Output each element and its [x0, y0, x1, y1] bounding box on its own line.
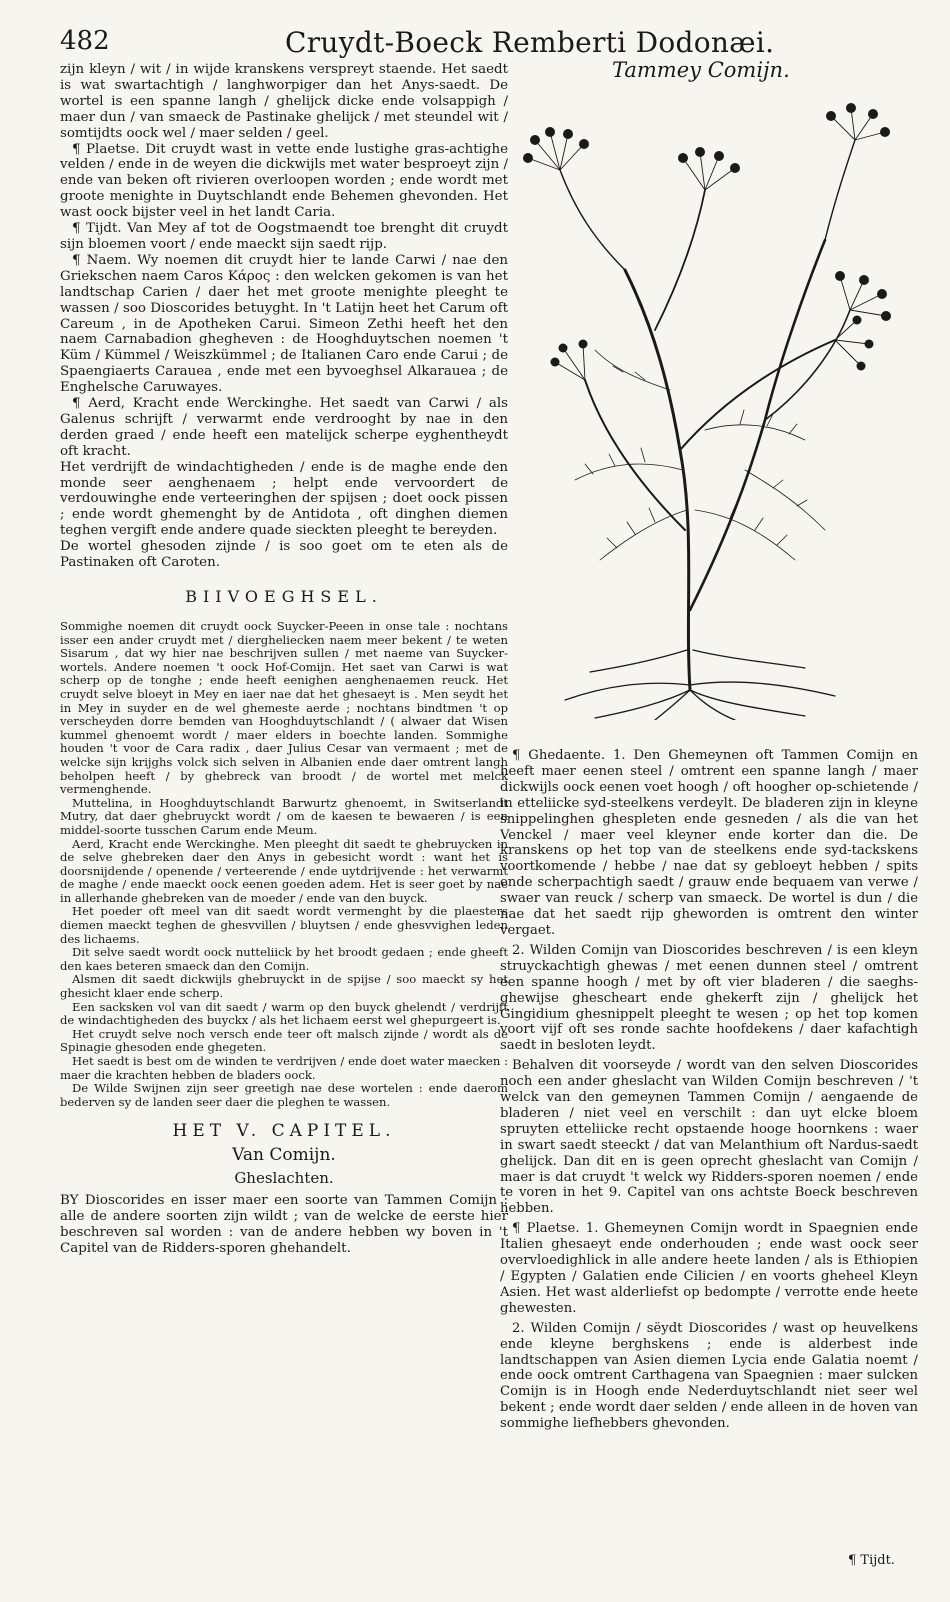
bijvoeghsel-paragraph: Een sacksken vol van dit saedt / warm op den buyck ghelendt / verdrijft de windachtigheden des buyckx / als het lichaem eerst wel ghepurgeert is.	[60, 999, 508, 1028]
chapter-subtitle: Gheslachten.	[234, 1169, 334, 1188]
paragraph-wilden-comijn: 2. Wilden Comijn van Dioscorides beschreven / is een kleyn struyckachtigh ghewas / met eenen dunnen steel / omtrent een spanne hoogh / met by oft vier bladeren / die saeghs-ghewijse ghescheart ende ghekerft zijn / ghelijck het Gingidium ghesnippelt pleeght te wesen ; op het top komen voort vijf oft ses ronde sachte hoofdekens / daer kafachtigh saedt in besloten leydt.	[500, 942, 918, 1054]
paragraph-behalven: Behalven dit voorseyde / wordt van den selven Dioscorides noch een ander gheslacht van Wilden Comijn beschreven / 't welck van den gemeynen Tammen Comijn / aengaende de bladeren / niet veel en verschilt : dan uyt elcke bloem spruyten etteliicke recht opstaende hooge hoornkens : waer in swart saedt steeckt / dat van Melanthium oft Nardus-saedt ghelijck. Dan dit en is geen oprecht gheslacht van Comijn / maer is dat cruydt 't welck wy Ridders-sporen noemen / ende te voren in het 9. Capitel van ons achtste Boeck beschreven hebben.	[500, 1058, 918, 1217]
catchword: ¶ Tijdt.	[848, 1553, 895, 1568]
figure-title: Tammey Comijn.	[612, 58, 790, 82]
bijvoeghsel-paragraph: Muttelina, in Hooghduytschlandt Barwurtz ghenoemt, in Switserlandt Mutry, dat daer ghebruyckt wordt / om de kaesen te bewaeren / is een middel-soorte tusschen Carum ende Meum.	[60, 795, 508, 837]
bijvoeghsel-paragraph: De Wilde Swijnen zijn seer greetigh nae dese wortelen : ende daerom bederven sy de landen seer daer die pleghen te wassen.	[60, 1081, 508, 1109]
paragraph-verdrijft: Het verdrijft de windachtigheden / ende is de maghe ende den monde seer aenghenaem ; helpt ende vervoordert de verdouwinghe ende verteeringhen der spijsen ; doet oock pissen ; ende wordt ghemenght by de Antidota , oft dinghen diemen teghen vergift ende andere quade sieckten pleeght te bereyden.	[60, 459, 508, 539]
paragraph-tijdt: ¶ Tijdt. Van Mey af tot de Oogstmaendt toe brenght dit cruydt sijn bloemen voort / ende maeckt sijn saedt rijp.	[60, 221, 508, 252]
chapter-title: Van Comijn.	[232, 1145, 336, 1166]
bijvoeghsel-paragraph: Het cruydt selve noch versch ende teer oft malsch zijnde / wordt als de Spinagie ghesoden ende ghegeten.	[60, 1026, 508, 1055]
paragraph-wortel: De wortel ghesoden zijnde / is soo goet om te eten als de Pastinaken oft Caroten.	[60, 539, 508, 571]
bijvoeghsel-heading: BIIVOEGHSEL.	[185, 587, 383, 606]
page-header	[60, 22, 920, 58]
paragraph-plaetse: ¶ Plaetse. Dit cruydt wast in vette ende lustighe gras-achtighe velden / ende in de weyen die dickwijls met water besproeyt zijn / ende van beken oft rivieren overloopen worden ; ende wordt met groote menighte in Duytschlandt ende Behemen ghevonden. Het wast oock bijster veel in het landt Caria.	[60, 141, 508, 221]
chapter-paragraph: BY Dioscorides en isser maer een soorte van Tammen Comijn : alle de andere soorten zijn wildt ; van de welcke de eerste hier beschreven sal worden : van de andere hebben wy boven in 't Capitel van de Ridders-sporen ghehandelt.	[60, 1193, 508, 1257]
bijvoeghsel-paragraph: Aerd, Kracht ende Werckinghe. Men pleeght dit saedt te ghebruycken in de selve ghebreken daer den Anys in gebesicht wordt : want het is doorsnijdende / openende / verteerende / ende uytdrijvende : het verwarmt de maghe / ende maeckt oock eenen goeden adem. Het is seer goet by nae in allerhande ghebreken van de moeder / ende van den buyck.	[60, 836, 508, 905]
bijvoeghsel-paragraph: Alsmen dit saedt dickwijls ghebruyckt in de spijse / soo maeckt sy het ghesicht klaer ende scherp.	[60, 972, 508, 1001]
paragraph-wilden-comijn-plaetse: 2. Wilden Comijn / sëydt Dioscorides / wast op heuvelkens ende kleyne berghskens ; ende is alderbest inde landtschappen van Asien diemen Lycia ende Galatia noemt / ende oock omtrent Carthagena van Spaegnien : maer sulcken Comijn is in Hoogh ende Nederduytschlandt niet seer wel bekent ; ende wordt daer selden / ende alleen in de hoven van sommighe liefhebbers ghevonden.	[500, 1320, 918, 1432]
paragraph-aerd: ¶ Aerd, Kracht ende Werckinghe. Het saedt van Carwi / als Galenus schrijft / verwarmt ende verdrooght by nae in den derden graed / ende heeft een matelijck scherpe eyghentheydt oft kracht.	[60, 396, 508, 459]
paragraph-description-cont: zijn kleyn / wit / in wijde kranskens verspreyt staende. Het saedt is wat swartachtigh / langhworpiger dan het Anys-saedt. De wortel is een spanne langh / ghelijck dicke ende volsappigh / maer dun / van smaeck de Pastinake ghelijck / met steundel wit / somtijdts oock wel / maer selden / geel.	[60, 62, 508, 141]
running-title: Cruydt-Boeck Remberti Dodonæi.	[285, 26, 775, 59]
bijvoeghsel-paragraph: Het poeder oft meel van dit saedt wordt vermenght by die plaesters diemen maeckt teghen de ghesvvillen / bluytsen / ende ghesvvighen leden des lichaems.	[60, 904, 508, 946]
chapter-heading: HET V. CAPITEL.	[172, 1121, 396, 1142]
left-column	[60, 62, 508, 1257]
bijvoeghsel-paragraph: Dit selve saedt wordt oock nutteliick by het broodt gedaen ; ende gheeft den kaes beteren smaeck dan den Comijn.	[60, 945, 508, 973]
paragraph-plaetse-right: ¶ Plaetse. 1. Ghemeynen Comijn wordt in Spaegnien ende Italien ghesaeyt ende onderhouden ; ende wast oock seer overvloedighlick in alle andere heete landen / als is Ethiopien / Egypten / Galatien ende Cilicien / en voorts gheheel Kleyn Asien. Het wast alderliefst op bedompte / verrotte ende heete ghewesten.	[500, 1221, 918, 1316]
paragraph-naem: ¶ Naem. Wy noemen dit cruydt hier te lande Carwi / nae den Griekschen naem Caros Κάρος : den welcken gekomen is van het landtschap Carien / daer het met groote menighte pleeght te wassen / soo Dioscorides betuyght. In 't Latijn heet het Carum oft Careum , in de Apotheken Carui. Simeon Zethi heeft het den naem Carnabadion ghegheven : de Hooghduytschen noemen 't Küm / Kümmel / Weiszkümmel ; de Italianen Caro ende Carui ; de Spaengiaerts Carauea , ende met een byvoeghsel Alkarauea ; de Enghelsche Caruwayes.	[60, 252, 508, 396]
right-column	[500, 748, 918, 1432]
bijvoeghsel-paragraph: Sommighe noemen dit cruydt oock Suycker-Peeen in onse tale : nochtans isser een ander cruydt met / diergheliecken naem meer bekent / te weten Sisarum , dat wy hier nae beschrijven sullen / met naeme van Suycker-wortels. Andere noemen 't oock Hof-Comijn. Het saet van Carwi is wat scherp op de tonghe ; ende heeft eenighen aenghenaemen reuck. Het cruydt selve bloeyt in Mey en iaer nae dat het ghesaeyt is . Men seydt het in Mey in suyder en de wel ghemeste aerde ; nochtans bindtmen 't op verscheyden dorre bemden van Hooghduytschlandt / ( alwaer dat Wisen kummel ghenoemt wordt / maer elders in boechte landen. Sommighe houden 't voor de Cara radix , daer Julius Cesar van vermaent ; met de welcke sijn krijghs volck sich selven in Albanien ende daer omtrent langh beholpen heeft / by ghebreck van broodt / de wortel met melck vermenghende.	[60, 619, 508, 797]
cumin-plant-woodcut	[505, 90, 905, 720]
bijvoeghsel-paragraph: Het saedt is best om de winden te verdrijven / ende doet water maecken : maer die krachten hebben de bladers oock.	[60, 1054, 508, 1082]
page-number: 482	[60, 26, 110, 56]
paragraph-ghedaente: ¶ Ghedaente. 1. Den Ghemeynen oft Tammen Comijn en heeft maer eenen steel / omtrent een spanne langh / maer dickwijls oock eenen voet hoogh / oft hoogher op-schietende / in etteliicke syd-steelkens verdeylt. De bladeren zijn in kleyne snippelinghen ghespleten ende gesneden / als die van het Venckel / maer veel kleyner ende korter dan die. De kranskens op het top van de steelkens ende syd-tackskens voortkomende / hebbe / nae dat sy gebloeyt hebben / spits ende scherpachtigh saedt / grauw ende bequaem van verwe / swaer van reuck / scherp van smaeck. De wortel is dun / die nae dat het saedt rijp gheworden is omtrent den winter vergaet.	[500, 748, 918, 938]
